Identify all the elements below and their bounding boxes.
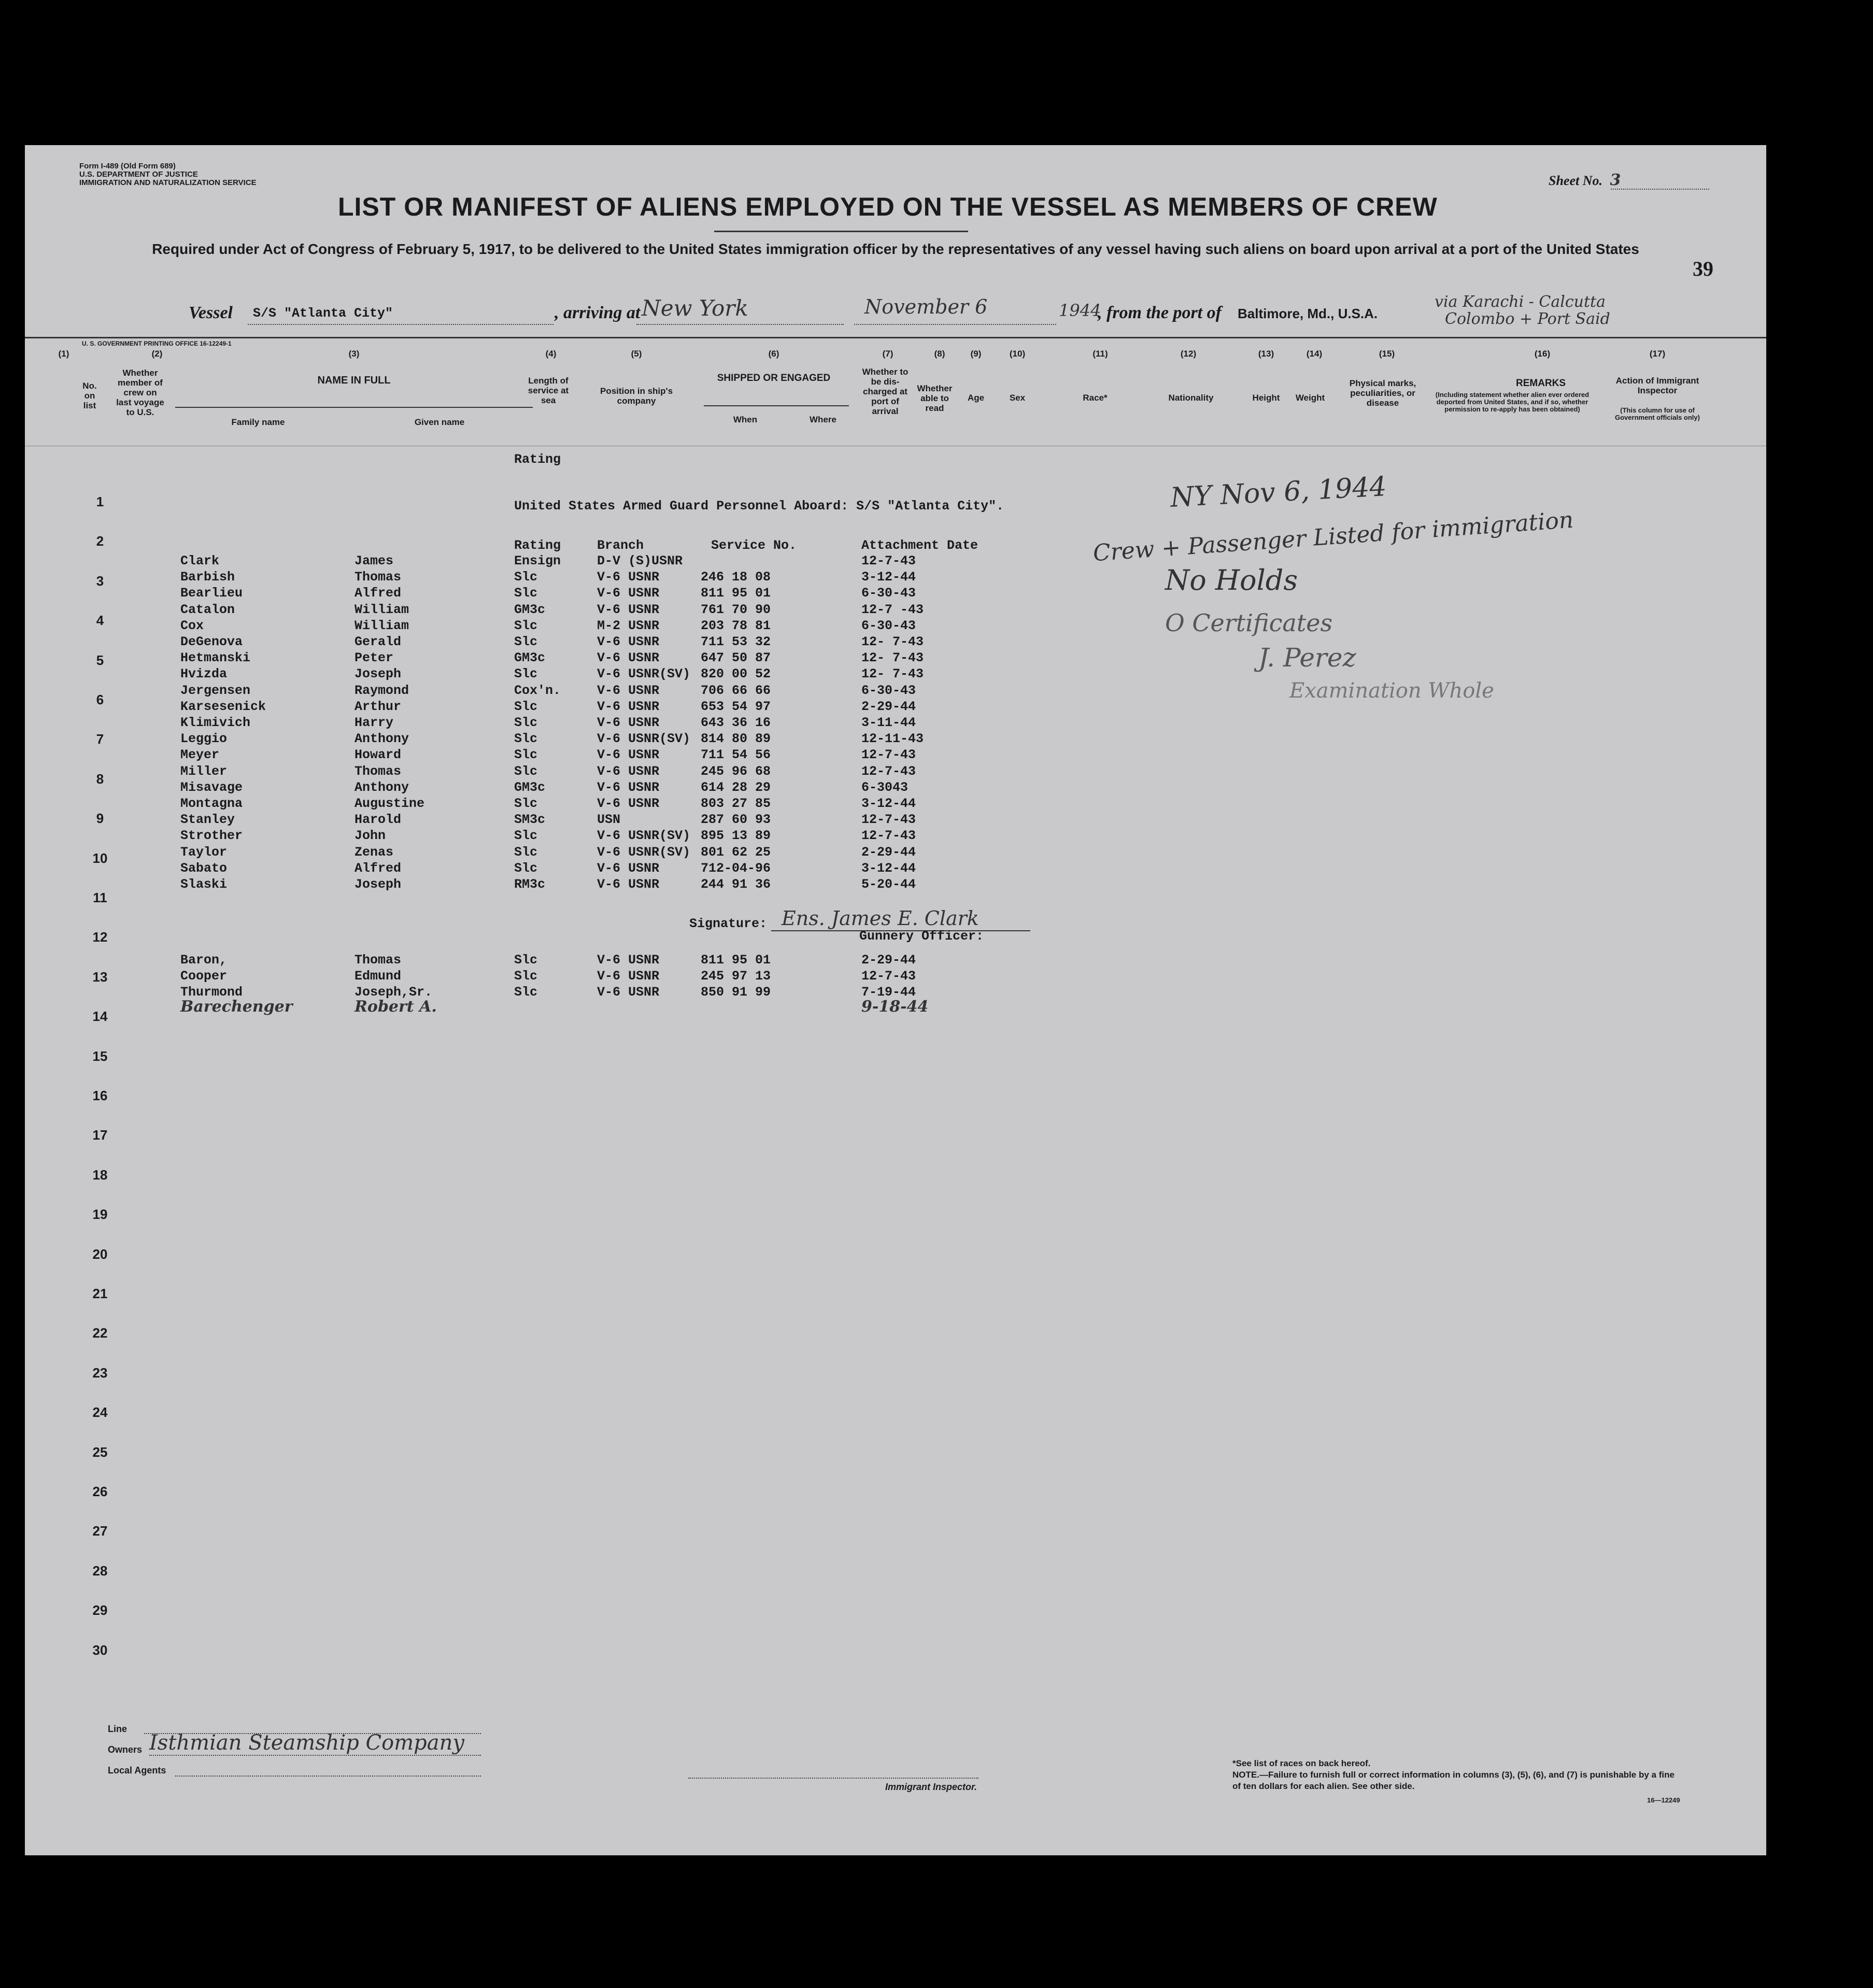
crew-row (25, 998, 1010, 1017)
crew-row (25, 650, 1010, 666)
remark-hand: O Certificates (1165, 609, 1333, 637)
crew-attachment-date: 2-29-44 (861, 844, 916, 860)
crew-branch: V-6 USNR (597, 570, 660, 585)
crew-given-name: Anthony (354, 779, 409, 795)
crew-given-name: Zenas (354, 844, 394, 860)
col-header-age: Age (967, 393, 985, 403)
armed-guard-heading: United States Armed Guard Personnel Aboard: S/S "Atlanta City". (514, 499, 1004, 514)
crew-family-name: DeGenova (180, 634, 243, 649)
via-line-2: Colombo + Port Said (1445, 310, 1610, 328)
crew-service-no: 711 53 32 (701, 634, 771, 649)
column-number: (5) (631, 349, 642, 359)
crew-family-name: Hetmanski (180, 650, 251, 666)
crew-row (25, 586, 1010, 602)
column-number: (8) (934, 349, 945, 359)
column-number: (10) (1009, 349, 1026, 359)
col-header-physical: Physical marks, peculiarities, or disease (1349, 378, 1416, 408)
col-header-remarks-sub: (Including statement whether alien ever ordered deported from United States, and if so, whether permission to re-apply has been obtained) (1435, 391, 1590, 413)
row-number: 8 (96, 771, 104, 787)
crew-attachment-date: 12-7 -43 (861, 602, 924, 617)
signature-hand: Ens. James E. Clark (782, 907, 979, 930)
crew-given-name: Raymond (354, 683, 409, 698)
column-number: (7) (882, 349, 893, 359)
from-value: Baltimore, Md., U.S.A. (1238, 306, 1378, 321)
crew-row (25, 570, 1010, 586)
row-number: 17 (92, 1127, 108, 1143)
crew-service-no: 647 50 87 (701, 650, 771, 666)
form-id-line: IMMIGRATION AND NATURALIZATION SERVICE (79, 178, 257, 187)
col-header-no: No. on list (82, 381, 97, 410)
row-number: 29 (92, 1602, 108, 1618)
crew-service-no: 245 97 13 (701, 969, 771, 984)
crew-given-name: Peter (354, 650, 394, 666)
row-number: 27 (92, 1523, 108, 1539)
col-header-read: Whether able to read (917, 384, 953, 413)
column-number: (2) (151, 349, 163, 359)
crew-rating: Slc (514, 586, 538, 601)
crew-branch: V-6 USNR (597, 683, 660, 698)
rating-top-label: Rating (514, 452, 561, 467)
crew-given-name: Harry (354, 715, 394, 730)
crew-row (25, 845, 1010, 861)
crew-service-no: 706 66 66 (701, 683, 771, 698)
crew-rating: GM3c (514, 602, 546, 617)
col-header-shipped: SHIPPED OR ENGAGED (717, 373, 831, 384)
crew-given-name: Howard (354, 747, 402, 763)
crew-family-name: Montagna (180, 796, 243, 811)
crew-attachment-date: 6-30-43 (861, 586, 916, 601)
sheet-no-text: Sheet No. (1549, 173, 1602, 188)
row-number: 26 (92, 1484, 108, 1499)
row-number: 16 (92, 1088, 108, 1103)
crew-attachment-date: 12- 7-43 (861, 634, 924, 649)
local-agents-label: Local Agents (108, 1765, 166, 1776)
crew-service-no: 803 27 85 (701, 796, 771, 811)
crew-row (25, 812, 1010, 828)
row-number: 11 (93, 890, 107, 905)
crew-family-name: Thurmond (180, 985, 243, 1000)
row-number: 9 (96, 811, 104, 827)
crew-rating: Slc (514, 731, 538, 747)
form-identifier (79, 162, 257, 187)
crew-branch: V-6 USNR (597, 747, 660, 763)
crew-given-name: Augustine (354, 796, 425, 811)
crew-rating: GM3c (514, 779, 546, 795)
crew-row (25, 634, 1010, 650)
crew-branch: V-6 USNR (597, 877, 660, 892)
arriving-label: , arriving at (555, 303, 641, 322)
crew-branch: V-6 USNR (597, 953, 660, 968)
crew-given-name: Edmund (354, 969, 402, 984)
gunnery-officer-label: Gunnery Officer: (859, 929, 984, 944)
crew-branch: D-V (S)USNR (597, 553, 683, 569)
printing-office: U. S. GOVERNMENT PRINTING OFFICE 16-12249-1 (82, 340, 232, 347)
crew-rating: Ensign (514, 553, 561, 569)
crew-family-name: Klimivich (180, 715, 251, 730)
crew-service-no: 761 70 90 (701, 602, 771, 617)
crew-given-name: Joseph (354, 666, 402, 682)
crew-service-no: 811 95 01 (701, 586, 771, 601)
crew-rating: Slc (514, 570, 538, 585)
col-header-weight: Weight (1295, 393, 1325, 403)
col-header-remarks: REMARKS (1515, 378, 1566, 389)
crew-attachment-date: 6-30-43 (861, 683, 916, 698)
row-number: 13 (92, 969, 108, 985)
crew-rating: Slc (514, 715, 538, 730)
form-code: 16—12249 (1647, 1796, 1680, 1804)
crew-row (25, 683, 1010, 699)
crew-given-name: Alfred (354, 860, 402, 876)
crew-given-name: Thomas (354, 763, 402, 779)
crew-service-no: 643 36 16 (701, 715, 771, 730)
local-agents-underline (175, 1776, 481, 1777)
header-service-no: Service No. (711, 538, 797, 553)
page-title: LIST OR MANIFEST OF ALIENS EMPLOYED ON THE VESSEL AS MEMBERS OF CREW (338, 192, 1438, 221)
column-number: (1) (58, 349, 69, 359)
vessel-label: Vessel (189, 303, 233, 322)
sheet-no-value: 3 (1610, 171, 1621, 189)
crew-attachment-date: 12-11-43 (861, 731, 924, 747)
col-header-nationality: Nationality (1168, 393, 1214, 403)
crew-given-name: Arthur (354, 699, 402, 714)
column-number: (11) (1092, 349, 1108, 359)
arriving-value: New York (642, 295, 748, 321)
header-branch: Branch (597, 538, 644, 553)
crew-family-name: Sabato (180, 860, 228, 876)
crew-service-no: 814 80 89 (701, 731, 771, 747)
crew-family-name: Baron, (180, 953, 228, 968)
crew-family-name: Strother (180, 828, 243, 844)
row-number: 21 (92, 1286, 108, 1301)
col-header-race: Race* (1083, 393, 1108, 403)
crew-row (25, 828, 1010, 844)
page-number: 39 (1693, 257, 1713, 280)
crew-family-name: Miller (180, 763, 228, 779)
crew-family-name: Cox (180, 618, 204, 633)
date-value: November 6 (864, 295, 988, 318)
row-number: 25 (92, 1444, 108, 1460)
row-number: 3 (96, 573, 104, 589)
crew-service-no: 850 91 99 (701, 985, 771, 1000)
crew-row (25, 747, 1010, 763)
crew-attachment-date: 12-7-43 (861, 969, 916, 984)
crew-service-no: 712-04-96 (701, 860, 771, 876)
row-number: 15 (92, 1048, 108, 1064)
crew-family-name: Barbish (180, 570, 235, 585)
crew-given-name: Joseph,Sr. (354, 985, 433, 1000)
crew-attachment-date: 9-18-44 (861, 998, 929, 1016)
crew-family-name: Taylor (180, 844, 228, 860)
crew-row (25, 764, 1010, 780)
crew-rating: Slc (514, 747, 538, 763)
crew-rating: Slc (514, 969, 538, 984)
row-number: 7 (96, 731, 104, 747)
col-header-given: Given name (414, 417, 465, 427)
row-number: 22 (92, 1325, 108, 1341)
crew-branch: V-6 USNR (597, 650, 660, 666)
crew-service-no: 246 18 08 (701, 570, 771, 585)
crew-branch: V-6 USNR (597, 779, 660, 795)
crew-rating: Slc (514, 634, 538, 649)
crew-family-name: Leggio (180, 731, 228, 747)
column-number: (14) (1306, 349, 1323, 359)
crew-branch: V-6 USNR (597, 763, 660, 779)
crew-service-no: 801 62 25 (701, 844, 771, 860)
crew-attachment-date: 3-12-44 (861, 860, 916, 876)
crew-rating: Cox'n. (514, 683, 561, 698)
crew-given-name: James (354, 553, 394, 569)
crew-family-name: Stanley (180, 812, 235, 828)
vessel-underline (248, 324, 554, 325)
crew-rating: SM3c (514, 812, 546, 828)
crew-family-name: Meyer (180, 747, 220, 763)
crew-service-no: 895 13 89 (701, 828, 771, 844)
crew-attachment-date: 12-7-43 (861, 828, 916, 844)
crew-given-name: Anthony (354, 731, 409, 747)
crew-service-no: 653 54 97 (701, 699, 771, 714)
crew-given-name: Thomas (354, 570, 402, 585)
col-header-family: Family name (231, 417, 285, 427)
crew-branch: V-6 USNR (597, 715, 660, 730)
crew-rating: Slc (514, 699, 538, 714)
crew-row (25, 699, 1010, 715)
column-number: (13) (1258, 349, 1274, 359)
column-number: (16) (1534, 349, 1551, 359)
remark-hand: No Holds (1165, 564, 1298, 597)
crew-row (25, 861, 1010, 877)
crew-branch: V-6 USNR (597, 969, 660, 984)
row-number: 19 (92, 1206, 108, 1223)
crew-branch: V-6 USNR (597, 796, 660, 811)
row-number: 30 (92, 1642, 108, 1658)
col-header-action-sub: (This column for use of Government officials only) (1615, 406, 1700, 421)
header-rating: Rating (514, 538, 561, 553)
signature-label: Signature: (689, 916, 768, 931)
failure-note (1232, 1769, 1683, 1792)
crew-service-no: 614 28 29 (701, 779, 771, 795)
crew-given-name: Alfred (354, 586, 402, 601)
crew-rating: Slc (514, 860, 538, 876)
form-id-line: Form I-489 (Old Form 689) (79, 162, 176, 171)
column-number: (4) (545, 349, 557, 359)
column-number: (3) (348, 349, 360, 359)
crew-attachment-date: 12- 7-43 (861, 666, 924, 682)
arriving-underline (636, 324, 844, 325)
inspector-underline (688, 1778, 978, 1779)
crew-rating: Slc (514, 763, 538, 779)
crew-given-name: Thomas (354, 953, 402, 968)
sheet-no-underline (1611, 189, 1709, 190)
crew-attachment-date: 2-29-44 (861, 953, 916, 968)
line-label: Line (108, 1724, 127, 1734)
crew-branch: V-6 USNR(SV) (597, 828, 691, 844)
crew-branch: V-6 USNR(SV) (597, 844, 691, 860)
crew-family-name: Karsesenick (180, 699, 266, 714)
remark-hand: Examination Whole (1289, 679, 1494, 703)
col-header-action: Action of Immigrant Inspector (1615, 376, 1699, 395)
row-number: 14 (92, 1009, 108, 1025)
shipped-header-rule (704, 405, 849, 406)
crew-rating: Slc (514, 828, 538, 844)
form-id-line: U.S. DEPARTMENT OF JUSTICE (79, 170, 198, 179)
page-subtitle: Required under Act of Congress of February 5, 1917, to be delivered to the United States immigration officer by the representatives of any vessel having such aliens on board upon arrival at a port of the United States (152, 241, 1639, 257)
crew-branch: V-6 USNR (597, 586, 660, 601)
crew-rating: Slc (514, 796, 538, 811)
row-number: 1 (96, 494, 104, 509)
owners-value: Isthmian Steamship Company (149, 1731, 464, 1755)
title-underline (714, 231, 968, 232)
col-header-where: Where (810, 415, 836, 424)
crew-service-no: 203 78 81 (701, 618, 771, 633)
crew-given-name: John (354, 828, 386, 844)
crew-attachment-date: 5-20-44 (861, 877, 916, 892)
row-number: 12 (92, 929, 108, 945)
crew-service-no: 811 95 01 (701, 953, 771, 968)
column-number: (15) (1379, 349, 1395, 359)
owners-underline (149, 1755, 481, 1756)
crew-attachment-date: 3-12-44 (861, 570, 916, 585)
header-attachment-date: Attachment Date (861, 538, 978, 553)
crew-attachment-date: 7-19-44 (861, 985, 916, 1000)
col-header-name: NAME IN FULL (317, 375, 391, 386)
crew-rating: Slc (514, 985, 538, 1000)
crew-family-name: Bearlieu (180, 586, 243, 601)
crew-row (25, 731, 1010, 747)
row-number: 23 (92, 1365, 108, 1381)
column-number: (12) (1180, 349, 1197, 359)
crew-attachment-date: 3-12-44 (861, 796, 916, 811)
col-header-height: Height (1252, 393, 1280, 403)
column-number: (9) (970, 349, 982, 359)
crew-branch: V-6 USNR (597, 860, 660, 876)
note-text: —Failure to furnish full or correct information in columns (3), (5), (6), and (7) is punishable by a fine of ten dollars for each alien. See other side. (1232, 1770, 1675, 1791)
col-header-position: Position in ship's company (600, 386, 673, 406)
crew-rating: RM3c (514, 877, 546, 892)
crew-given-name: William (354, 602, 409, 617)
crew-family-name: Clark (180, 553, 220, 569)
crew-row (25, 953, 1010, 969)
row-number: 18 (92, 1167, 108, 1183)
from-label: , from the port of (1098, 303, 1222, 322)
row-number: 2 (96, 533, 104, 549)
crew-family-name: Slaski (180, 877, 228, 892)
crew-rating: Slc (514, 953, 538, 968)
crew-attachment-date: 2-29-44 (861, 699, 916, 714)
immigrant-inspector-label: Immigrant Inspector. (885, 1782, 977, 1792)
crew-rating: GM3c (514, 650, 546, 666)
vessel-value: S/S "Atlanta City" (253, 306, 393, 321)
crew-rating: Slc (514, 844, 538, 860)
crew-branch: V-6 USNR (597, 699, 660, 714)
crew-branch: V-6 USNR(SV) (597, 731, 691, 747)
crew-row (25, 553, 1010, 570)
crew-branch: M-2 USNR (597, 618, 660, 633)
via-line-1: via Karachi - Calcutta (1435, 293, 1606, 311)
col-header-member: Whether member of crew on last voyage to U.S. (116, 368, 164, 417)
sheet-no-label (1549, 171, 1621, 189)
crew-given-name: Gerald (354, 634, 402, 649)
crew-row (25, 796, 1010, 812)
crew-row (25, 780, 1010, 796)
remark-hand: NY Nov 6, 1944 (1169, 471, 1387, 514)
crew-family-name: Barechenger (180, 998, 293, 1016)
crew-service-no: 287 60 93 (701, 812, 771, 828)
header-rule (25, 337, 1766, 338)
crew-family-name: Jergensen (180, 683, 251, 698)
row-number: 5 (96, 652, 104, 668)
col-header-length: Length of service at sea (528, 376, 569, 405)
crew-given-name: Joseph (354, 877, 402, 892)
crew-attachment-date: 6-3043 (861, 779, 909, 795)
crew-rating: Slc (514, 666, 538, 682)
crew-family-name: Hvizda (180, 666, 228, 682)
row-number: 10 (92, 850, 108, 866)
crew-attachment-date: 12-7-43 (861, 763, 916, 779)
col-header-sex: Sex (1009, 393, 1026, 403)
crew-branch: V-6 USNR (597, 634, 660, 649)
note-label: NOTE. (1232, 1770, 1259, 1780)
crew-row (25, 877, 1010, 893)
column-number: (6) (768, 349, 779, 359)
crew-service-no: 244 91 36 (701, 877, 771, 892)
crew-row (25, 969, 1010, 985)
year-value: 1944 (1059, 301, 1101, 320)
crew-branch: V-6 USNR(SV) (597, 666, 691, 682)
manifest-sheet (25, 145, 1766, 1855)
remark-hand: J. Perez (1258, 643, 1356, 673)
crew-row (25, 715, 1010, 731)
crew-attachment-date: 3-11-44 (861, 715, 916, 730)
row-number: 20 (92, 1246, 108, 1262)
crew-branch: USN (597, 812, 621, 828)
date-underline (854, 324, 1056, 325)
owners-label: Owners (108, 1744, 143, 1755)
crew-given-name: Robert A. (354, 998, 437, 1016)
crew-attachment-date: 12-7-43 (861, 553, 916, 569)
crew-branch: V-6 USNR (597, 602, 660, 617)
remark-hand: Crew + Passenger Listed for immigration (1092, 506, 1574, 567)
crew-family-name: Cooper (180, 969, 228, 984)
crew-service-no: 820 00 52 (701, 666, 771, 682)
crew-attachment-date: 12-7-43 (861, 812, 916, 828)
crew-family-name: Catalon (180, 602, 235, 617)
crew-family-name: Misavage (180, 779, 243, 795)
crew-service-no: 711 54 56 (701, 747, 771, 763)
crew-given-name: William (354, 618, 409, 633)
row-number: 4 (96, 613, 104, 629)
crew-row (25, 602, 1010, 618)
crew-attachment-date: 12- 7-43 (861, 650, 924, 666)
crew-attachment-date: 12-7-43 (861, 747, 916, 763)
crew-row (25, 618, 1010, 634)
col-header-discharged: Whether to be dis-charged at port of arrival (862, 367, 909, 416)
name-header-rule (175, 407, 533, 408)
crew-attachment-date: 6-30-43 (861, 618, 916, 633)
column-number: (17) (1649, 349, 1666, 359)
crew-given-name: Harold (354, 812, 402, 828)
crew-branch: V-6 USNR (597, 985, 660, 1000)
row-number: 28 (92, 1563, 108, 1579)
crew-row (25, 666, 1010, 683)
row-number: 6 (96, 692, 104, 707)
race-note: *See list of races on back hereof. (1232, 1758, 1371, 1768)
crew-rating: Slc (514, 618, 538, 633)
crew-service-no: 245 96 68 (701, 763, 771, 779)
row-number: 24 (92, 1404, 108, 1421)
col-header-when: When (733, 415, 758, 424)
